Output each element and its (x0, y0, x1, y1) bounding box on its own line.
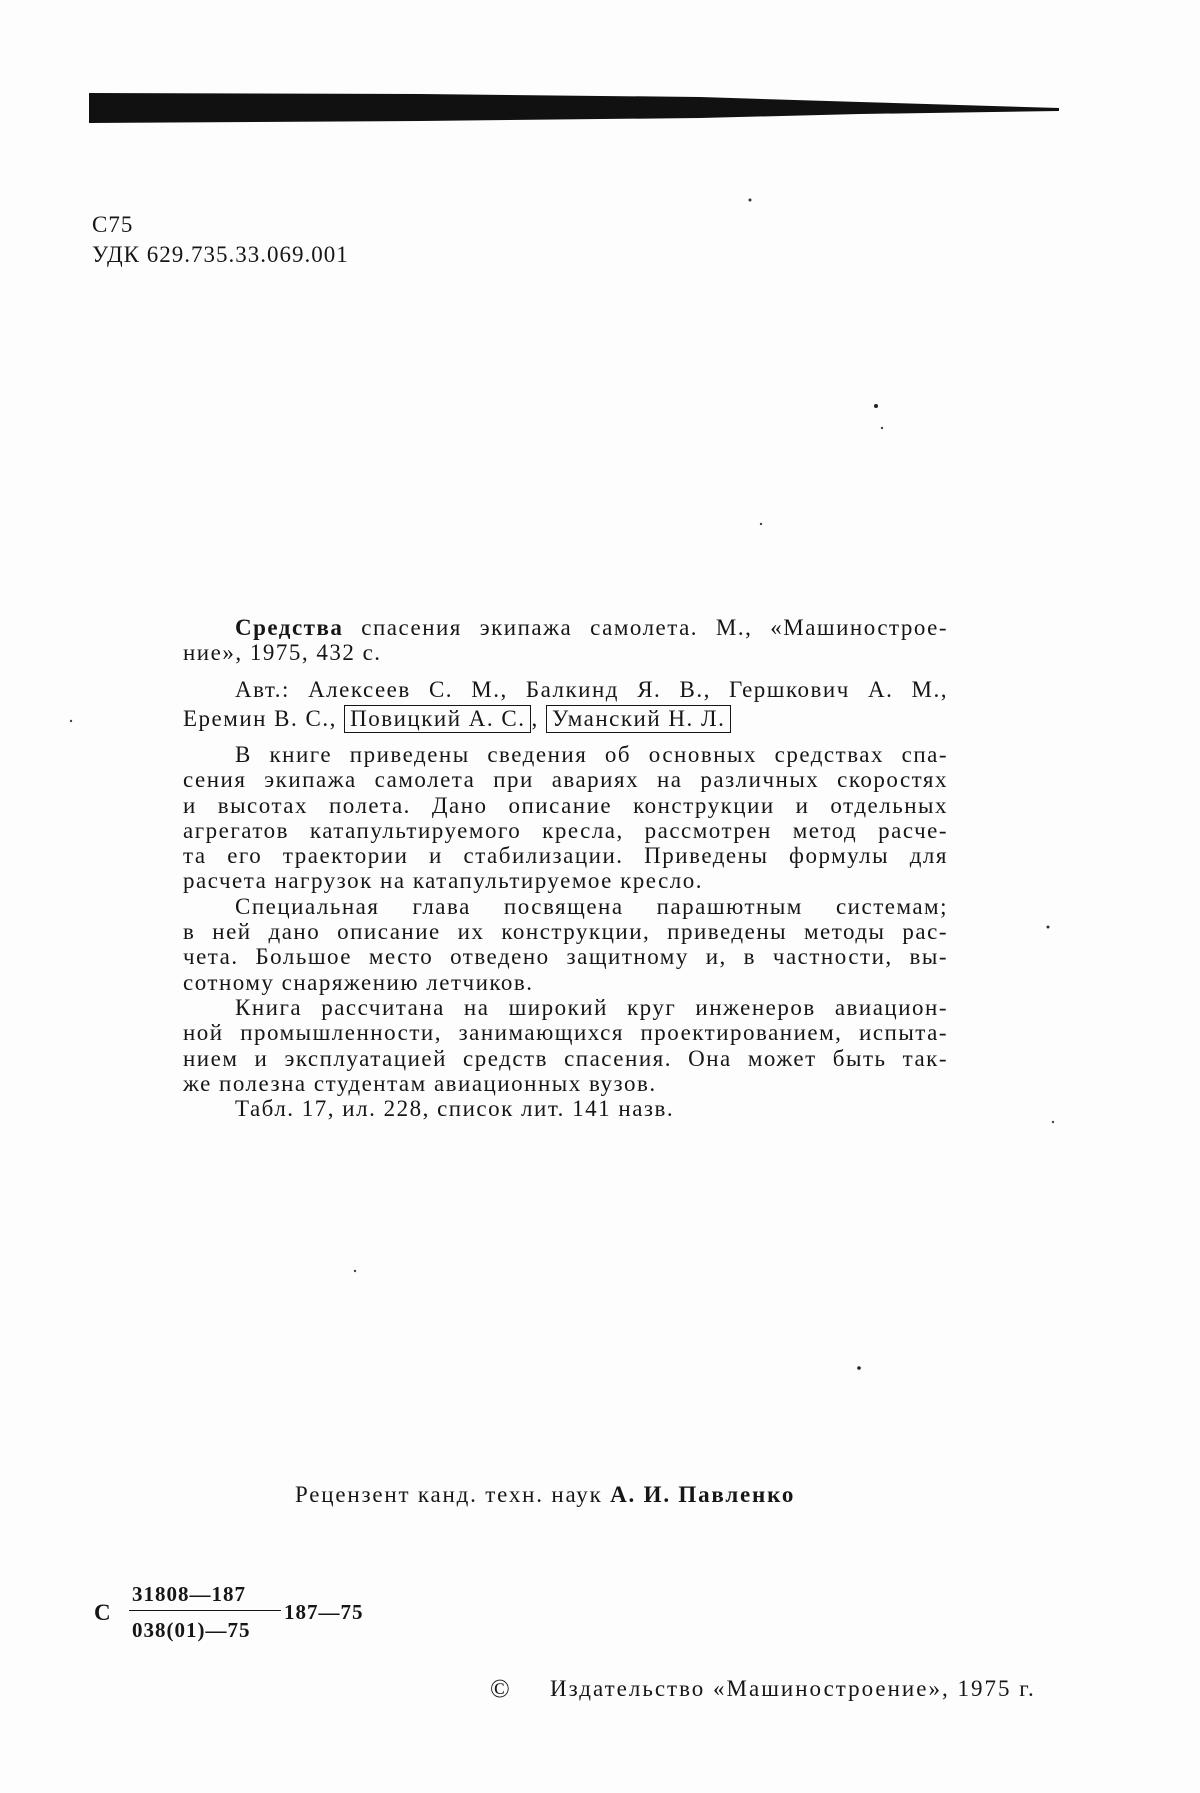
reviewer-label: Рецензент канд. техн. наук (295, 1482, 603, 1507)
udc-code: УДК 629.735.33.069.001 (92, 242, 349, 267)
summary-block (183, 742, 948, 1121)
summary-line: Табл. 17, ил. 228, список лит. 141 назв. (235, 1096, 675, 1122)
reviewer-line (295, 1482, 795, 1508)
catalog-index-suffix: 187—75 (284, 1600, 364, 1624)
class-code: С75 (92, 212, 134, 237)
citation-line (183, 615, 948, 640)
summary-line: сения экипажа самолета при авариях на различных скоростях (183, 767, 948, 793)
summary-line: чета. Большое место отведено защитному и, в частности, вы- (183, 944, 948, 970)
scan-edge-bar (89, 93, 1059, 123)
catalog-index-letter: С (94, 1600, 112, 1625)
citation-title-word: Средства (235, 615, 344, 640)
summary-line: та его траектории и стабилизации. Приведены формулы для (183, 843, 948, 869)
citation-line-rest: спасения экипажа самолета. М., «Машинострое- (361, 615, 949, 640)
catalog-index-numerator: 31808—187 (132, 1582, 246, 1606)
catalog-index-fraction-bar (129, 1610, 281, 1611)
scan-speck (760, 523, 762, 525)
scan-speck (857, 1366, 861, 1370)
reviewer-name: А. И. Павленко (610, 1482, 796, 1507)
summary-line: в ней дано описание их конструкции, приведены методы рас- (183, 919, 948, 945)
author-boxed: Уманский Н. Л. (546, 705, 731, 733)
summary-line: В книге приведены сведения об основных средствах спа- (235, 742, 948, 767)
scan-speck (749, 199, 752, 202)
scan-speck (354, 1270, 356, 1272)
author-lead: Еремин В. С., (183, 706, 337, 732)
summary-line: сотному снаряжению летчиков. (183, 969, 534, 995)
author-boxed: Повицкий А. С. (344, 705, 531, 733)
summary-line: расчета нагрузок на катапультируемое кресло. (183, 868, 704, 894)
summary-line: нием и эксплуатацией средств спасения. Она может быть так- (183, 1045, 948, 1071)
summary-line: Специальная глава посвящена парашютным системам; (235, 893, 948, 919)
scan-speck (881, 427, 883, 429)
citation-line: ние», 1975, 432 с. (183, 640, 382, 666)
scan-speck (1052, 1121, 1054, 1123)
scan-speck (70, 720, 72, 722)
catalog-index-denominator: 038(01)—75 (132, 1618, 251, 1642)
author-separator: , (531, 706, 539, 732)
summary-line: и высотах полета. Дано описание конструкции и отдельных (183, 792, 948, 818)
authors-block (183, 677, 948, 736)
copyright-icon: © (490, 1674, 510, 1703)
summary-line: агрегатов катапультируемого кресла, рассмотрен метод расче- (183, 817, 948, 843)
summary-line: ной промышленности, занимающихся проектированием, испыта- (183, 1020, 948, 1046)
authors-line: Авт.: Алексеев С. М., Балкинд Я. В., Гершкович А. М., (235, 677, 948, 702)
summary-line: же полезна студентам авиационных вузов. (183, 1070, 657, 1096)
summary-line: Книга рассчитана на широкий круг инженеров авиацион- (235, 994, 948, 1020)
copyright-text: Издательство «Машиностроение», 1975 г. (550, 1676, 1036, 1701)
authors-line (183, 702, 948, 736)
scan-speck (1047, 926, 1050, 929)
citation-block (183, 615, 948, 666)
scan-speck (874, 404, 878, 408)
